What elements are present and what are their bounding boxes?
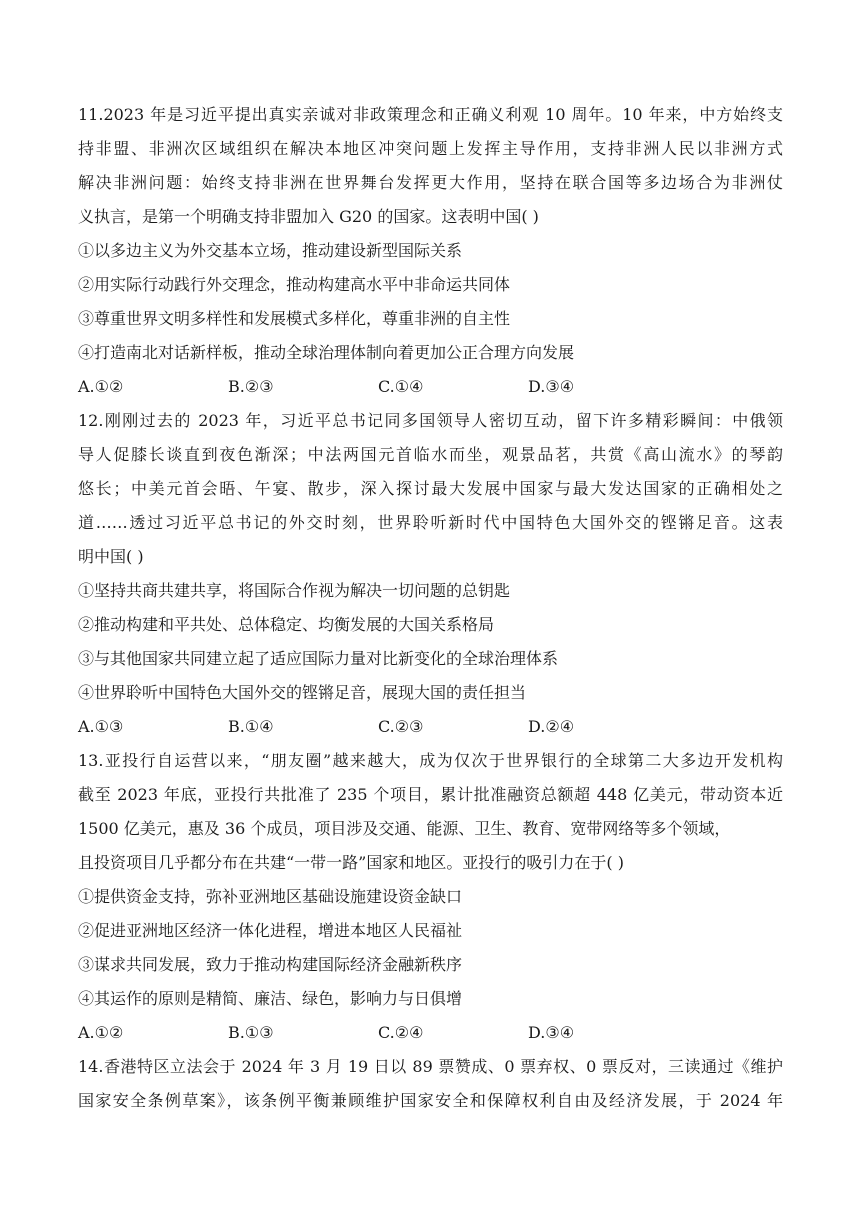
- statement: ②用实际行动践行外交理念，推动构建高水平中非命运共同体: [78, 275, 511, 294]
- answer-options: [78, 370, 783, 404]
- question-stem-line: 解决非洲问题：始终支持非洲在世界舞台发挥更大作用，坚持在联合国等多边场合为非洲仗: [78, 173, 783, 192]
- option-c: C.①④: [378, 377, 424, 396]
- answer-options: [78, 710, 783, 744]
- option-d: D.③④: [528, 377, 575, 396]
- question-stem-line: 明中国( ): [78, 547, 144, 566]
- exam-page: [78, 98, 783, 1118]
- question-13: [78, 744, 783, 1050]
- statement: ④其运作的原则是精简、廉洁、绿色，影响力与日俱增: [78, 989, 463, 1008]
- question-stem-line: 义执言，是第一个明确支持非盟加入 G20 的国家。这表明中国( ): [78, 207, 539, 226]
- statement: ④世界聆听中国特色大国外交的铿锵足音，展现大国的责任担当: [78, 683, 527, 702]
- option-d: D.②④: [528, 717, 575, 736]
- statement: ①提供资金支持，弥补亚洲地区基础设施建设资金缺口: [78, 887, 463, 906]
- question-stem-line: 道……透过习近平总书记的外交时刻，世界聆听新时代中国特色大国外交的铿锵足音。这表: [78, 513, 783, 532]
- option-a: A.①②: [78, 1023, 124, 1042]
- statement: ③与其他国家共同建立起了适应国际力量对比新变化的全球治理体系: [78, 649, 559, 668]
- option-a: A.①②: [78, 377, 124, 396]
- question-stem-line: 且投资项目几乎都分布在共建“一带一路”国家和地区。亚投行的吸引力在于( ): [78, 853, 624, 872]
- question-stem-line: 13.亚投行自运营以来，“朋友圈”越来越大，成为仅次于世界银行的全球第二大多边开发机构: [78, 751, 783, 770]
- question-14: [78, 1050, 783, 1118]
- option-c: C.②④: [378, 1023, 424, 1042]
- answer-options: [78, 1016, 783, 1050]
- statement: ②促进亚洲地区经济一体化进程，增进本地区人民福祉: [78, 921, 463, 940]
- question-stem-line: 截至 2023 年底，亚投行共批准了 235 个项目，累计批准融资总额超 448 亿美元，带动资本近: [78, 785, 783, 804]
- question-stem-line: 1500 亿美元，惠及 36 个成员，项目涉及交通、能源、卫生、教育、宽带网络等多个领域，: [78, 819, 731, 838]
- option-a: A.①③: [78, 717, 124, 736]
- option-c: C.②③: [378, 717, 424, 736]
- question-stem-line: 11.2023 年是习近平提出真实亲诚对非政策理念和正确义利观 10 周年。10 年来，中方始终支: [78, 105, 783, 124]
- option-b: B.②③: [228, 377, 274, 396]
- question-11: [78, 98, 783, 404]
- statement: ①以多边主义为外交基本立场，推动建设新型国际关系: [78, 241, 463, 260]
- question-stem-line: 国家安全条例草案》，该条例平衡兼顾维护国家安全和保障权利自由及经济发展，于 2024 年: [78, 1091, 783, 1110]
- question-stem-line: 持非盟、非洲次区域组织在解决本地区冲突问题上发挥主导作用，支持非洲人民以非洲方式: [78, 139, 783, 158]
- option-b: B.①③: [228, 1023, 274, 1042]
- statement: ①坚持共商共建共享，将国际合作视为解决一切问题的总钥匙: [78, 581, 511, 600]
- statement: ②推动构建和平共处、总体稳定、均衡发展的大国关系格局: [78, 615, 495, 634]
- question-stem-line: 12.刚刚过去的 2023 年，习近平总书记同多国领导人密切互动，留下许多精彩瞬间：中俄领: [78, 411, 783, 430]
- statement: ③谋求共同发展，致力于推动构建国际经济金融新秩序: [78, 955, 463, 974]
- question-stem-line: 导人促膝长谈直到夜色渐深；中法两国元首临水而坐，观景品茗，共赏《高山流水》的琴韵: [78, 445, 783, 464]
- option-b: B.①④: [228, 717, 274, 736]
- question-stem-line: 悠长；中美元首会晤、午宴、散步，深入探讨最大发展中国家与最大发达国家的正确相处之: [78, 479, 783, 498]
- question-12: [78, 404, 783, 744]
- question-stem-line: 14.香港特区立法会于 2024 年 3 月 19 日以 89 票赞成、0 票弃权、0 票反对，三读通过《维护: [78, 1057, 783, 1076]
- statement: ③尊重世界文明多样性和发展模式多样化，尊重非洲的自主性: [78, 309, 511, 328]
- option-d: D.③④: [528, 1023, 575, 1042]
- statement: ④打造南北对话新样板，推动全球治理体制向着更加公正合理方向发展: [78, 343, 575, 362]
